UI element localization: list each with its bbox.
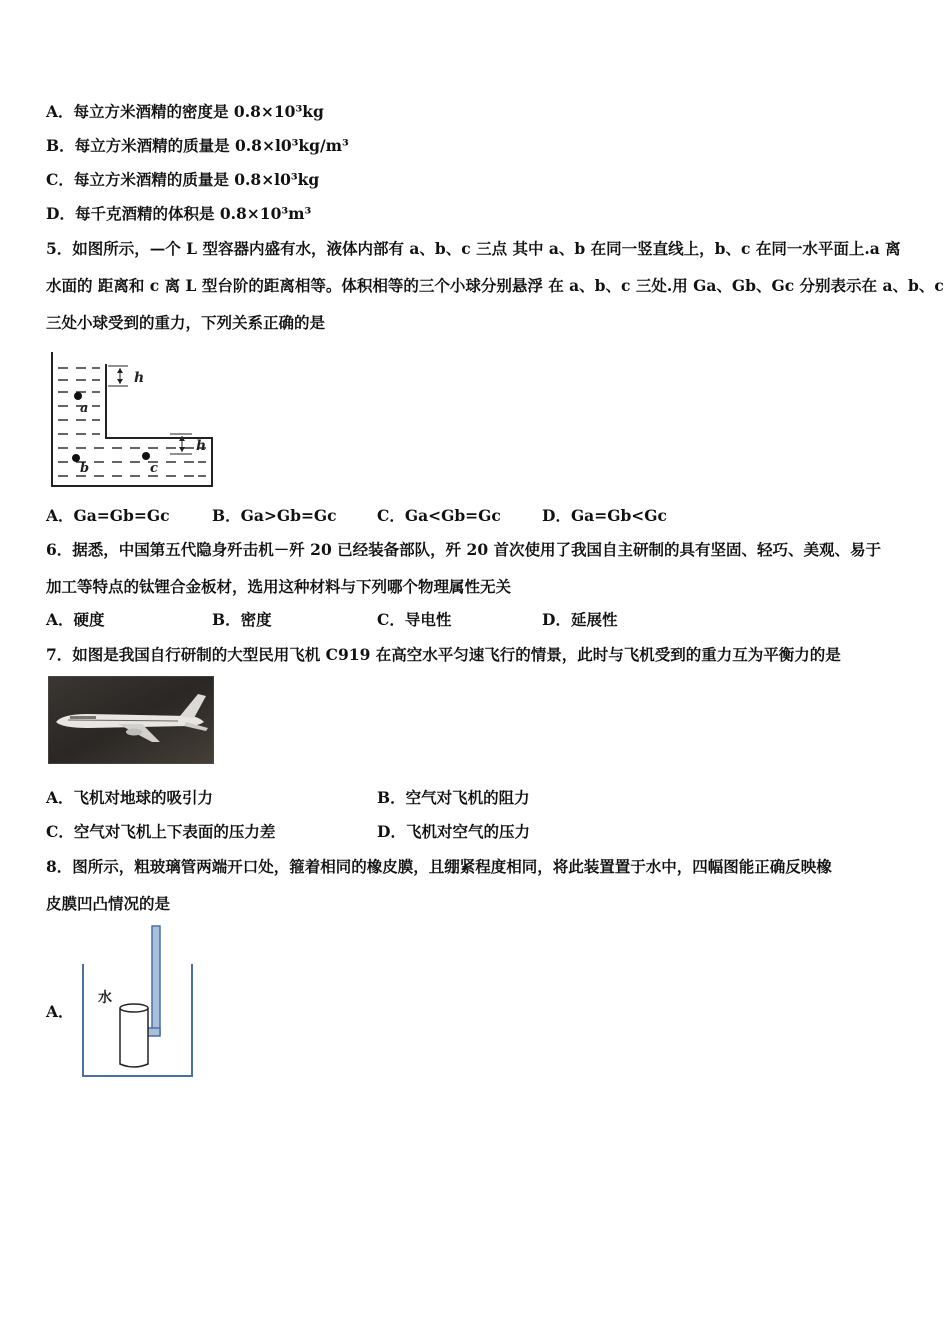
q5-stem-line1: 5．如图所示，—个 L 型容器内盛有水，液体内部有 a、b、c 三点 其中 a、b 在同一竖直线上，b、c 在同一水平面上.a 离 [46, 239, 901, 258]
q7-stem-line1: 7．如图是我国自行研制的大型民用飞机 C919 在高空水平匀速飞行的情景，此时与飞机受到的重力互为平衡力的是 [46, 645, 841, 664]
q4-option-a: A．每立方米酒精的密度是 0.8×10³kg [46, 102, 324, 121]
q5-stem-line3: 三处小球受到的重力，下列关系正确的是 [46, 313, 326, 332]
ball-c [142, 452, 150, 460]
q8-option-a-figure [80, 924, 196, 1080]
q8-stem-line2: 皮膜凹凸情况的是 [46, 894, 171, 913]
q7-option-d: D．飞机对空气的压力 [377, 822, 530, 841]
q6-option-a: A．硬度 [46, 610, 105, 629]
q5-option-d: D．Ga=Gb<Gc [542, 506, 667, 525]
ball-b [72, 454, 80, 462]
q5-stem-line2: 水面的 距离和 c 离 L 型台阶的距离相等。体积相等的三个小球分别悬浮 在 a、b、c 三处.用 Ga、Gb、Gc 分别表示在 a、b、c [46, 276, 944, 295]
q6-option-b: B．密度 [212, 610, 272, 629]
q6-option-d: D．延展性 [542, 610, 618, 629]
q7-option-b: B．空气对飞机的阻力 [377, 788, 530, 807]
water-label: 水 [98, 990, 112, 1006]
q5-l-container-figure [46, 350, 216, 490]
q5-option-b: B．Ga>Gb=Gc [212, 506, 337, 525]
q5-option-a: A．Ga=Gb=Gc [46, 506, 170, 525]
label-b: b [80, 461, 90, 476]
c919-airplane-photo [48, 676, 214, 764]
q8-stem-line1: 8．图所示，粗玻璃管两端开口处，箍着相同的橡皮膜，且绷紧程度相同，将此装置置于水中，四幅图能正确反映橡 [46, 857, 832, 876]
q6-stem-line1: 6．据悉，中国第五代隐身歼击机－歼 20 已经装备部队，歼 20 首次使用了我国自主研制的具有坚固、轻巧、美观、易于 [46, 540, 882, 559]
q8-option-a-label: A． [46, 1002, 74, 1021]
label-h-right: h [196, 438, 207, 454]
ball-a [74, 392, 82, 400]
q4-option-b: B．每立方米酒精的质量是 0.8×l0³kg/m³ [46, 136, 349, 155]
q6-option-c: C．导电性 [377, 610, 452, 629]
q6-stem-line2: 加工等特点的钛锂合金板材，选用这种材料与下列哪个物理属性无关 [46, 577, 512, 596]
q4-option-d: D．每千克酒精的体积是 0.8×10³m³ [46, 204, 312, 223]
label-a: a [80, 401, 89, 416]
label-h-top: h [134, 370, 145, 386]
q7-option-a: A．飞机对地球的吸引力 [46, 788, 214, 807]
label-c: c [150, 461, 158, 476]
q7-option-c: C．空气对飞机上下表面的压力差 [46, 822, 276, 841]
q4-option-c: C．每立方米酒精的质量是 0.8×l0³kg [46, 170, 320, 189]
q5-option-c: C．Ga<Gb=Gc [377, 506, 501, 525]
